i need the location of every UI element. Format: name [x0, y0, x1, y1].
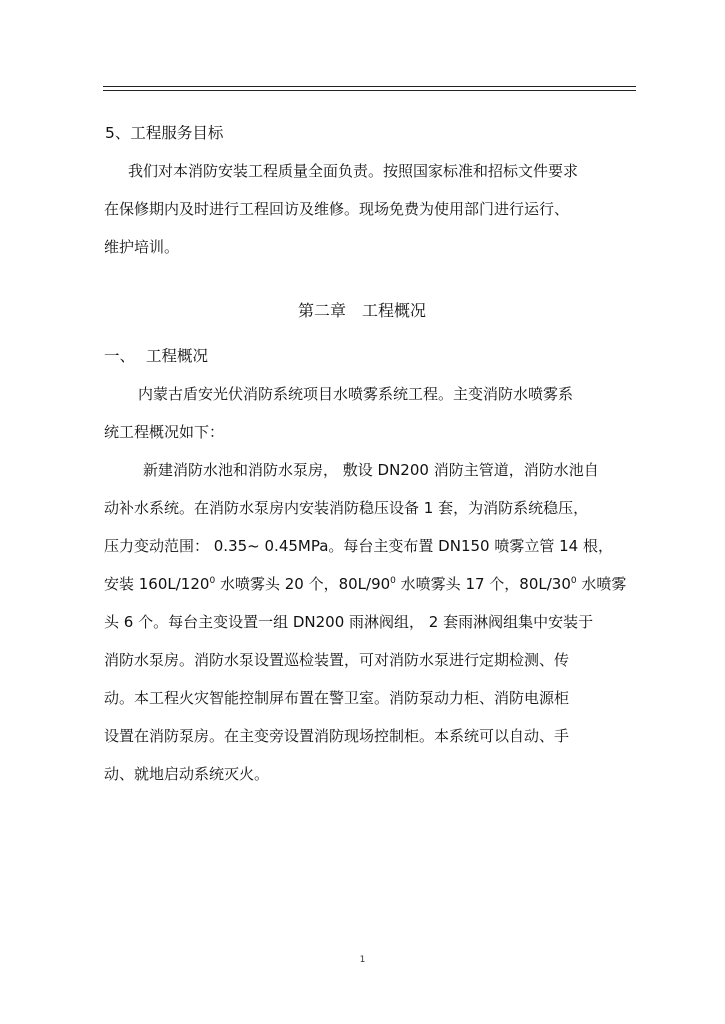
section-paragraph-line-2: 在保修期内及时进行工程回访及维修。现场免费为使用部门进行运行、 [104, 200, 570, 218]
body-line-4 [104, 575, 626, 593]
body-line-3: 压力变动范围： 0.35~ 0.45MPa。每台主变布置 DN150 喷雾立管 14 根， [104, 537, 613, 555]
body-line-4-part-a: 安装 160L/120 [104, 575, 210, 593]
section-paragraph-line-1: 我们对本消防安装工程质量全面负责。按照国家标准和招标文件要求 [128, 162, 579, 180]
degree-sup-1: 0 [209, 576, 216, 586]
degree-sup-3: 0 [570, 576, 577, 586]
subsection-number: 一、 [104, 347, 136, 365]
body-line-4-part-d: 水喷雾 [576, 575, 627, 593]
degree-sup-2: 0 [390, 576, 396, 586]
intro-line-2: 统工程概况如下： [104, 423, 225, 441]
body-line-7: 动。本工程火灾智能控制屏布置在警卫室。消防泵动力柜、消防电源柜 [104, 689, 570, 707]
section-paragraph-line-3: 维护培训。 [104, 238, 180, 256]
body-line-5: 头 6 个。每台主变设置一组 DN200 雨淋阀组， 2 套雨淋阀组集中安装于 [104, 613, 594, 631]
body-line-9: 动、就地启动系统灭火。 [104, 765, 270, 783]
body-line-1: 新建消防水池和消防水泵房， 敷设 DN200 消防主管道，消防水池自 [143, 461, 599, 479]
header-rule-thick [103, 86, 636, 87]
chapter-title: 第二章 工程概况 [298, 301, 427, 320]
page-number: 1 [359, 955, 366, 965]
intro-line-1: 内蒙古盾安光伏消防系统项目水喷雾系统工程。主变消防水喷雾系 [138, 385, 574, 403]
body-line-6: 消防水泵房。消防水泵设置巡检装置，可对消防水泵进行定期检测、传 [104, 651, 570, 669]
header-rule-thin [103, 90, 636, 91]
section-heading: 5、工程服务目标 [105, 124, 224, 142]
subsection-title: 工程概况 [146, 347, 209, 365]
body-line-8: 设置在消防泵房。在主变旁设置消防现场控制柜。本系统可以自动、手 [104, 727, 570, 745]
body-line-2: 动补水系统。在消防水泵房内安装消防稳压设备 1 套，为消防系统稳压， [104, 499, 589, 517]
body-line-4-part-b: 水喷雾头 20 个，80L/90 [215, 575, 391, 593]
body-line-4-part-c: 水喷雾头 17 个，80L/30 [395, 575, 571, 593]
